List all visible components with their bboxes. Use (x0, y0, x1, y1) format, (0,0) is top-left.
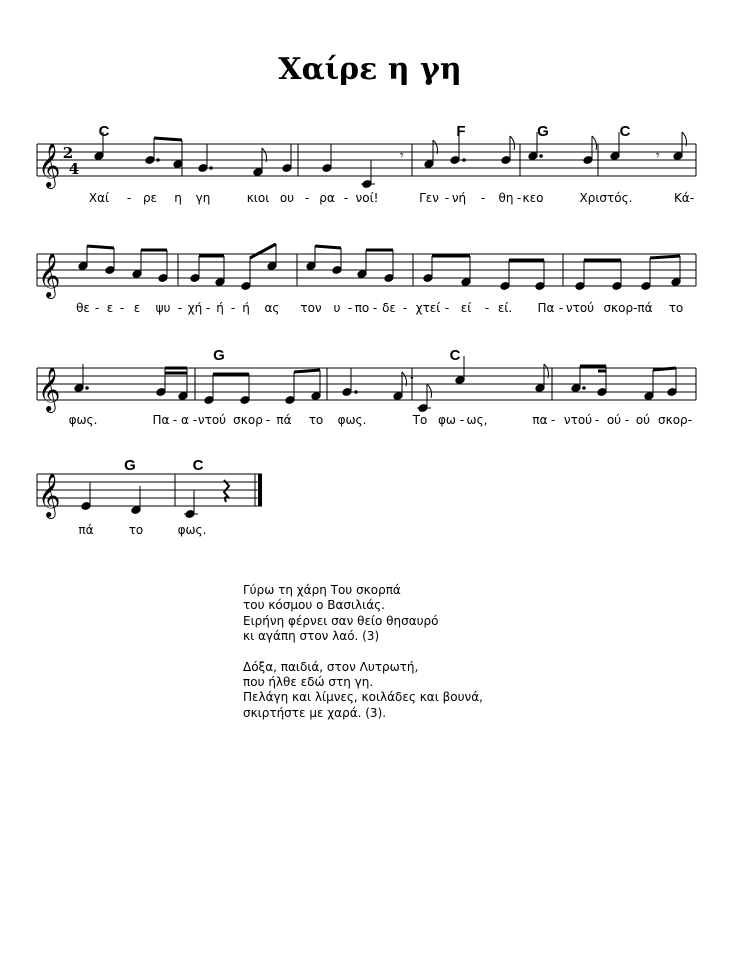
lyric-syllable: το (128, 523, 144, 537)
lyric-syllable: φως. (337, 413, 367, 427)
lyric-syllable: ρα (319, 191, 335, 205)
lyric-syllable: γη (195, 191, 211, 205)
lyric-hyphen: - (304, 191, 310, 205)
lyric-hyphen: - (484, 301, 490, 315)
lyric-hyphen: - (558, 301, 564, 315)
lyric-hyphen: - (459, 413, 465, 427)
lyric-hyphen: - (94, 301, 100, 315)
verse-line: του κόσμου ο Βασιλιάς. (243, 598, 385, 613)
verse-line: Γύρω τη χάρη Του σκορπά (243, 583, 401, 597)
lyric-syllable: δε (382, 301, 396, 315)
lyric-syllable: ε (133, 301, 141, 315)
lyric-hyphen: - (444, 301, 450, 315)
lyric-hyphen: - (126, 191, 132, 205)
lyric-syllable: θε (76, 301, 90, 315)
lyric-syllable: Το (412, 413, 428, 427)
lyric-syllable: ψυ (155, 301, 171, 315)
lyric-syllable: υ (333, 301, 341, 315)
lyric-syllable: η (174, 191, 182, 205)
verse-line: κι αγάπη στον λαό. (3) (243, 629, 380, 644)
lyric-syllable: ή (242, 301, 250, 315)
lyric-syllable: σκορ- (658, 413, 692, 427)
treble-clef-icon: 𝄞 (38, 473, 61, 517)
lyric-syllable: ντού (197, 413, 227, 427)
lyric-hyphen: - (516, 191, 522, 205)
lyric-hyphen: - (177, 301, 183, 315)
staff-system-2 (37, 244, 696, 315)
eighth-rest-icon: 𝄾 (656, 148, 660, 164)
lyric-syllable: φως. (68, 413, 98, 427)
lyric-syllable: πά (78, 523, 94, 537)
verse-line: Ειρήνη φέρνει σαν θείο θησαυρό (243, 613, 439, 628)
stanza (243, 660, 483, 722)
lyric-hyphen: - (402, 301, 408, 315)
treble-clef-icon: 𝄞 (38, 143, 61, 187)
lyric-syllable: Χαί (88, 191, 110, 205)
lyric-syllable: τον (300, 301, 322, 315)
lyric-syllable: νοί! (355, 191, 379, 205)
lyric-syllable: α (181, 413, 189, 427)
lyric-hyphen: - (347, 301, 353, 315)
lyric-hyphen: - (265, 413, 271, 427)
verse-line: Πελάγη και λίμνες, κοιλάδες και βουνά, (243, 690, 483, 705)
lyric-syllable: Γεν (419, 191, 439, 205)
lyric-syllable: σκορ-πά (603, 301, 653, 315)
page-title: Χαίρε η γη (278, 52, 462, 87)
verse-line: που ήλθε εδώ στη γη. (243, 675, 374, 690)
lyric-syllable: κεο (522, 191, 544, 205)
lyric-hyphen: - (192, 413, 198, 427)
lyric-syllable: χή (187, 301, 203, 315)
time-signature-denominator: 4 (68, 160, 80, 178)
lyric-syllable: Πα (152, 413, 170, 427)
lyric-syllable: ντού (563, 413, 593, 427)
lyric-syllable: πα (532, 413, 548, 427)
lyric-syllable: σκορ (233, 413, 263, 427)
lyric-hyphen: - (372, 301, 378, 315)
lyric-hyphen: - (624, 413, 630, 427)
lyric-syllable: ού (606, 413, 622, 427)
lyric-syllable: θη (498, 191, 514, 205)
lyric-syllable: Χριστός. (579, 191, 633, 205)
lyric-hyphen: - (172, 413, 178, 427)
lyric-syllable: ρε (142, 191, 158, 205)
eighth-rest-icon: 𝄾 (400, 148, 404, 164)
lyric-syllable: φως. (177, 523, 207, 537)
verse-line: σκιρτήστε με χαρά. (3). (243, 705, 387, 720)
lyric-syllable: ως, (466, 413, 488, 427)
chord-symbol: C (192, 457, 204, 474)
staff-system-1 (37, 123, 696, 205)
lyric-hyphen: - (444, 191, 450, 205)
lyric-syllable: πο (354, 301, 370, 315)
lyric-hyphen: - (230, 301, 236, 315)
lyric-hyphen: - (119, 301, 125, 315)
lyric-syllable: νή (451, 191, 467, 205)
treble-clef-icon: 𝄞 (38, 253, 61, 297)
lyric-syllable: ε (106, 301, 114, 315)
chord-symbol: G (537, 123, 549, 140)
lyric-syllable: ου (279, 191, 295, 205)
lyric-hyphen: - (594, 413, 600, 427)
treble-clef-icon: 𝄞 (38, 367, 61, 411)
stanza (243, 583, 483, 645)
lyric-syllable: Κά- (673, 191, 695, 205)
chord-symbol: G (213, 347, 225, 364)
staff-system-3 (37, 347, 696, 427)
lyric-syllable: ού (635, 413, 651, 427)
time-signature-numerator: 2 (62, 144, 74, 162)
quarter-rest-icon (224, 480, 229, 502)
lyric-syllable: ή (216, 301, 224, 315)
verse-line: Δόξα, παιδιά, στον Λυτρωτή, (243, 659, 419, 674)
chord-symbol: F (456, 123, 466, 140)
lyric-syllable: ας (264, 301, 280, 315)
lyric-syllable: Πα (537, 301, 555, 315)
eighth-rest-icon: 𝄾 (410, 372, 414, 388)
lyric-syllable: το (308, 413, 324, 427)
chord-symbol: C (449, 347, 461, 364)
lyric-hyphen: - (550, 413, 556, 427)
lyric-syllable: πά (276, 413, 292, 427)
chord-symbol: G (124, 457, 136, 474)
chord-symbol: C (98, 123, 110, 140)
lyric-hyphen: - (480, 191, 486, 205)
lyric-hyphen: - (343, 191, 349, 205)
lyric-syllable: φω (438, 413, 456, 427)
lyric-syllable: το (668, 301, 684, 315)
final-barline (258, 474, 262, 506)
lyric-syllable: κιοι (246, 191, 270, 205)
verses-text (243, 583, 483, 736)
staff-system-4 (37, 457, 262, 537)
chord-symbol: C (619, 123, 631, 140)
lyric-syllable: εί (460, 301, 472, 315)
lyric-syllable: χτεί (415, 301, 441, 315)
lyric-hyphen: - (205, 301, 211, 315)
lyric-syllable: εί. (497, 301, 513, 315)
lyric-syllable: ντού (565, 301, 595, 315)
